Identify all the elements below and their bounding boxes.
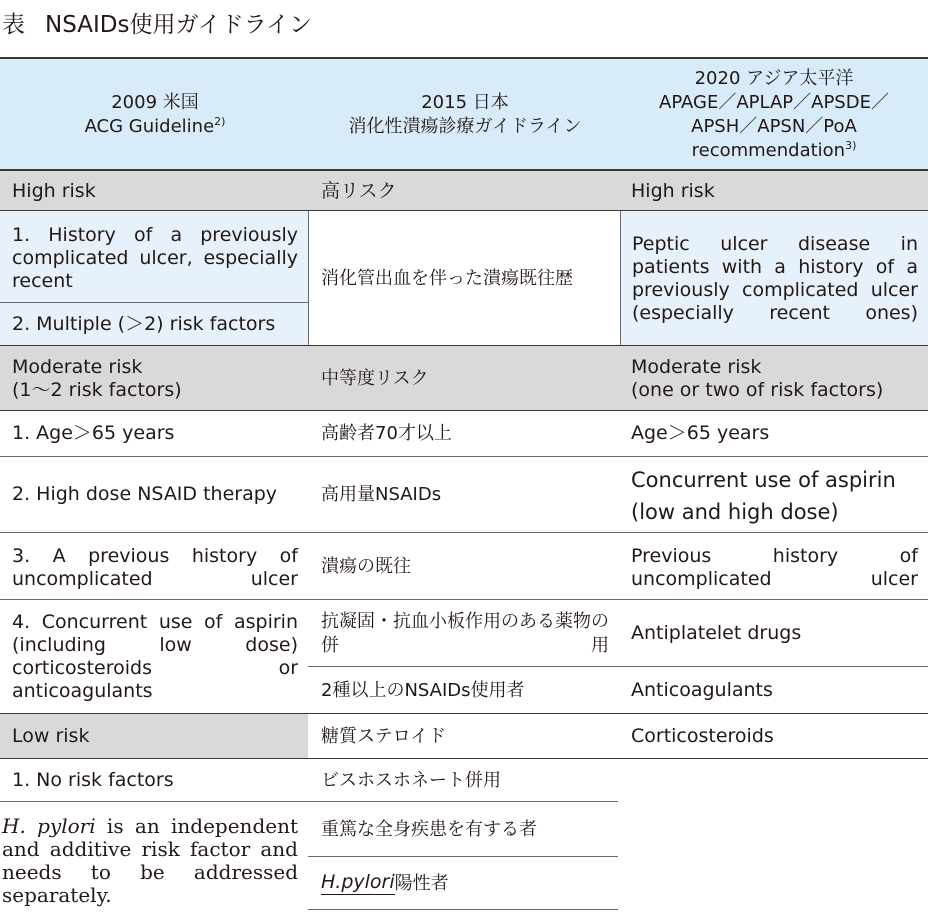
header-acg-name: ACG Guideline$^{2)}$ — [84, 115, 226, 137]
low-jp: 糖質ステロイド — [321, 725, 447, 747]
column-divider — [308, 211, 309, 345]
header-asia-line2: APAGE／APLAP／APSDE／ — [659, 92, 889, 113]
low-asia: Corticosteroids — [631, 724, 774, 747]
mod-acg-1: 1. Age＞65 years — [12, 422, 175, 444]
title-name: NSAIDs使用ガイドライン — [45, 12, 313, 38]
mod-asia-3: Previous history of uncomplicated ulcer — [631, 545, 918, 590]
divider — [0, 532, 928, 533]
header-acg-year: 2009 米国 — [111, 92, 199, 113]
header-jp-name: 消化性潰瘍診療ガイドライン — [348, 116, 582, 137]
high-item-acg-1: 1. History of a previously complicated ulcer, especially recent — [12, 224, 298, 292]
header-asia-line3: APSH／APSN／PoA — [691, 116, 857, 137]
low-acg: Low risk — [12, 724, 90, 747]
low-note: H. pylori is an independent and additive risk factor and needs to be addressed separately. — [2, 814, 298, 907]
mod-jp-2: 高用量NSAIDs — [321, 484, 442, 505]
title-label: 表 — [2, 12, 25, 38]
moderate-asia: Moderate risk (one or two of risk factors) — [631, 356, 884, 401]
mod-jp-4: 抗凝固・抗血小板作用のある薬物の併用 — [321, 611, 609, 656]
mod-acg-3: 3. A previous history of uncomplicated ulcer — [12, 545, 298, 590]
mod-jp-5: 2種以上のNSAIDs使用者 — [321, 679, 525, 701]
high-jp: 高リスク — [321, 179, 397, 202]
mod-jp-3: 潰瘍の既往 — [321, 555, 411, 577]
high-item-jp: 消化管出血を伴った潰瘍既往歴 — [321, 267, 573, 289]
low-acg-1: 1. No risk factors — [12, 768, 174, 791]
moderate-risk-band — [0, 345, 928, 411]
mod-acg-4: 4. Concurrent use of aspirin (including low dose) corticosteroids or anticoagulants — [12, 611, 298, 702]
mod-asia-5: Anticoagulants — [631, 678, 773, 701]
mod-asia-4: Antiplatelet drugs — [631, 621, 802, 644]
mod-asia-2: Concurrent use of aspirin (low and high dose) — [631, 468, 896, 524]
low-jp-2: 重篤な全身疾患を有する者 — [321, 818, 537, 840]
moderate-jp: 中等度リスク — [321, 367, 429, 389]
high-risk-band — [0, 169, 928, 211]
header-row — [0, 57, 928, 169]
low-jp-1: ビスホスホネート併用 — [321, 769, 501, 791]
divider — [0, 302, 308, 303]
high-item-asia: Peptic ulcer disease in patients with a history of a previously complicated ulcer (especially recent ones) — [632, 233, 918, 324]
divider — [308, 909, 618, 910]
low-jp-3: H.pylori 陽性者 — [321, 871, 449, 894]
high-asia: High risk — [631, 179, 715, 202]
column-divider — [620, 211, 621, 345]
header-asia-year: 2020 アジア太平洋 — [694, 68, 854, 89]
mod-asia-1: Age＞65 years — [631, 422, 770, 444]
table-title — [2, 6, 312, 39]
high-item-acg-2: 2. Multiple (＞2) risk factors — [12, 313, 276, 335]
header-acg — [0, 59, 310, 171]
high-acg: High risk — [12, 179, 96, 202]
mod-jp-1: 高齢者70才以上 — [321, 423, 452, 444]
moderate-acg: Moderate risk (1～2 risk factors) — [12, 356, 182, 401]
header-jp-year: 2015 日本 — [421, 92, 509, 113]
header-asia-line4: recommendation$^{3)}$ — [691, 139, 857, 161]
header-asia — [620, 59, 928, 171]
mod-acg-2: 2. High dose NSAID therapy — [12, 483, 278, 505]
header-jp — [310, 59, 620, 171]
